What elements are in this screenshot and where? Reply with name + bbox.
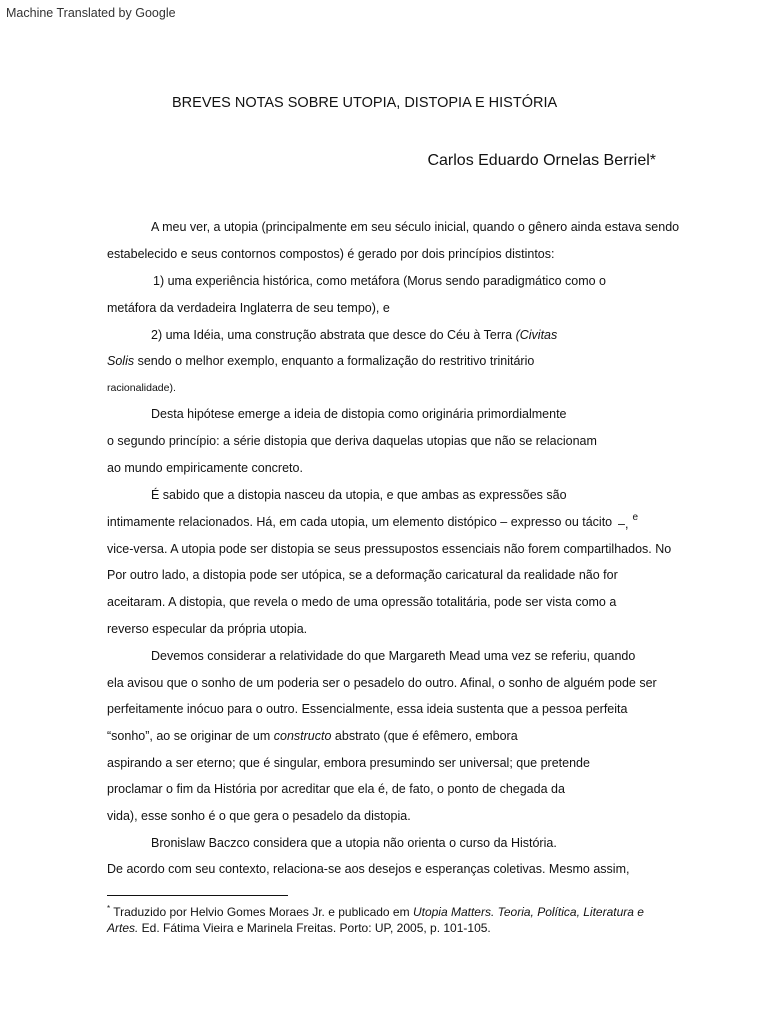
footnote-italic: Utopia Matters. Teoria, Política, Literatura e Artes.: [107, 905, 644, 935]
paragraph-line: aceitaram. A distopia, que revela o medo de uma opressão totalitária, pode ser vista como a: [107, 595, 617, 609]
footnote: [107, 901, 667, 936]
document-title: BREVES NOTAS SOBRE UTOPIA, DISTOPIA E HISTÓRIA: [172, 95, 558, 111]
text-span: 2) uma Idéia, uma construção abstrata que desce do Céu à Terra: [151, 328, 516, 342]
text-span: “sonho”, ao se originar de um: [107, 729, 274, 743]
paragraph-line: o segundo princípio: a série distopia que deriva daquelas utopias que não se relacionam: [107, 434, 597, 448]
author-name: Carlos Eduardo Ornelas Berriel*: [427, 152, 656, 169]
paragraph-line: aspirando a ser eterno; que é singular, embora presumindo ser universal; que pretende: [107, 756, 590, 770]
paragraph-line: De acordo com seu contexto, relaciona-se aos desejos e esperanças coletivas. Mesmo assim,: [107, 862, 630, 876]
paragraph-line: racionalidade).: [107, 382, 176, 394]
paragraph-line: [107, 354, 534, 368]
text-span: sendo o melhor exemplo, enquanto a formalização do restritivo trinitário: [134, 354, 535, 368]
italic-text: (Civitas: [515, 328, 558, 342]
italic-text: constructo: [273, 729, 332, 743]
paragraph-line: vida), esse sonho é o que gera o pesadelo da distopia.: [107, 809, 411, 823]
paragraph-line: [151, 328, 557, 342]
paragraph-line: estabelecido e seus contornos compostos) é gerado por dois princípios distintos:: [107, 247, 555, 261]
paragraph-line-tail: [618, 512, 638, 532]
paragraph-line: 1) uma experiência histórica, como metáfora (Morus sendo paradigmático como o: [153, 274, 606, 288]
paragraph-line: proclamar o fim da História por acreditar que ela é, de fato, o ponto de chegada da: [107, 782, 565, 796]
paragraph-line: A meu ver, a utopia (principalmente em seu século inicial, quando o gênero ainda estava sendo: [151, 220, 680, 234]
paragraph-line: vice-versa. A utopia pode ser distopia se seus pressupostos essenciais não forem compartilhados. No: [107, 542, 672, 556]
paragraph-line: É sabido que a distopia nasceu da utopia, e que ambas as expressões são: [151, 488, 567, 502]
text-span: abstrato (que é efêmero, embora: [331, 729, 518, 743]
footnote-text: Traduzido por Helvio Gomes Moraes Jr. e publicado em: [110, 905, 413, 919]
footnote-mark: *: [107, 904, 111, 913]
paragraph-line: ela avisou que o sonho de um poderia ser o pesadelo do outro. Afinal, o sonho de alguém pode ser: [107, 676, 657, 690]
paragraph-line: Devemos considerar a relatividade do que Margareth Mead uma vez se referiu, quando: [151, 649, 636, 663]
paragraph-line: perfeitamente inócuo para o outro. Essencialmente, essa ideia sustenta que a pessoa perfeita: [107, 702, 628, 716]
paragraph-line: intimamente relacionados. Há, em cada utopia, um elemento distópico – expresso ou tácito: [107, 515, 613, 529]
paragraph-line: Desta hipótese emerge a ideia de distopia como originária primordialmente: [151, 407, 567, 421]
machine-translation-banner: Machine Translated by Google: [6, 6, 176, 20]
footnote-divider: [107, 895, 288, 896]
paragraph-line: metáfora da verdadeira Inglaterra de seu tempo), e: [107, 301, 390, 315]
italic-text: Solis: [107, 354, 135, 368]
text-span: –,: [618, 517, 629, 532]
footnote-text: Ed. Fátima Vieira e Marinela Freitas. Porto: UP, 2005, p. 101-105.: [138, 921, 491, 935]
paragraph-line: Por outro lado, a distopia pode ser utópica, se a deformação caricatural da realidade não for: [107, 568, 618, 582]
paragraph-line: ao mundo empiricamente concreto.: [107, 461, 303, 475]
paragraph-line: Bronislaw Baczco considera que a utopia não orienta o curso da História.: [151, 836, 557, 850]
paragraph-line: [107, 729, 518, 743]
text-span: e: [632, 512, 638, 523]
paragraph-line: reverso especular da própria utopia.: [107, 622, 308, 636]
